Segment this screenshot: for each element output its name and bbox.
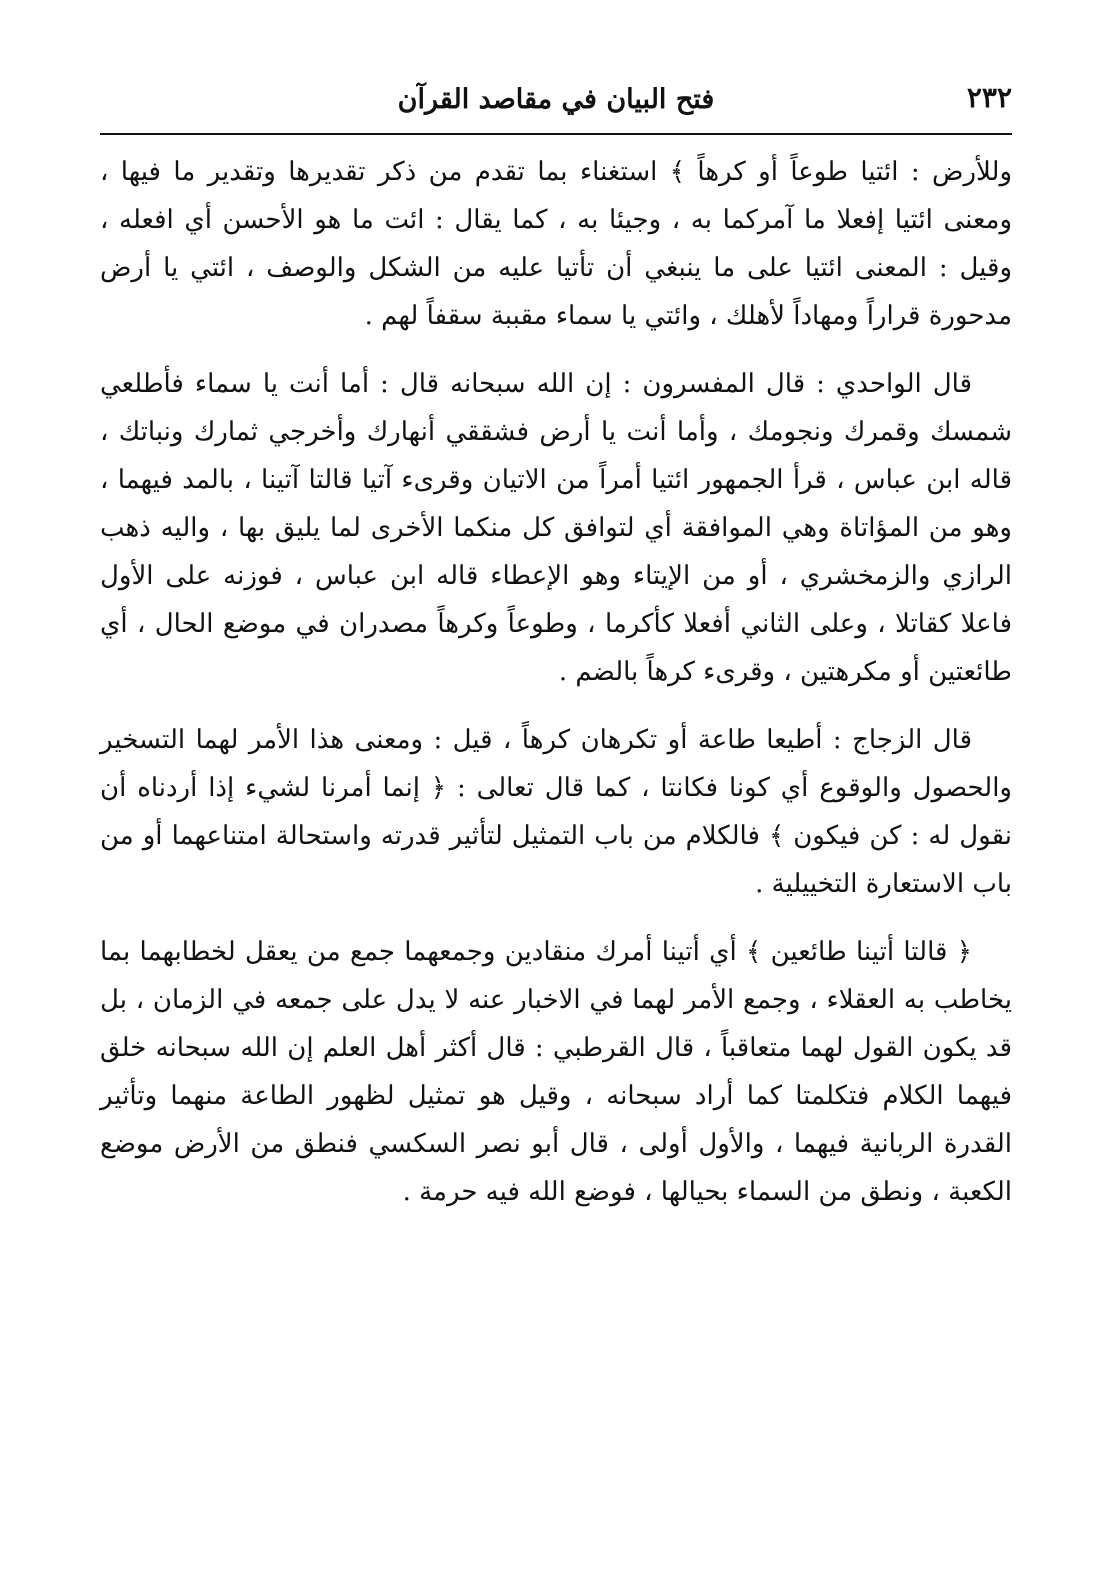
header-rule bbox=[100, 133, 1012, 135]
paragraph-1: وللأرض : ائتيا طوعاً أو كرهاً ﴾ استغناء بما تقدم من ذكر تقديرها وتقدير ما فيها ، ومعنى ائتيا إفعلا ما آمركما به ، وجيئا به ، كما يقال : ائت ما هو الأحسن أي افعله ، وقيل : المعنى ائتيا على ما ينبغي أن تأتيا عليه من الشكل والوصف ، ائتي يا أرض مدحورة قراراً ومهاداً لأهلك ، وائتي يا سماء مقببة سقفاً لهم . bbox=[100, 157, 1012, 331]
paragraph-4: ﴿ قالتا أتينا طائعين ﴾ أي أتينا أمرك منقادين وجمعهما جمع من يعقل لخطابهما بما يخاطب به العقلاء ، وجمع الأمر لهما في الاخبار عنه لا يدل على جمعه في الزمان ، بل قد يكون القول لهما متعاقباً ، قال القرطبي : قال أكثر أهل العلم إن الله سبحانه خلق فيهما الكلام فتكلمتا كما أراد سبحانه ، وقيل هو تمثيل لظهور الطاعة منهما وتأثير القدرة الربانية فيهما ، والأول أولى ، قال أبو نصر السكسي فنطق من الأرض موضع الكعبة ، ونطق من السماء بحيالها ، فوضع الله فيه حرمة . bbox=[100, 937, 1012, 1207]
running-title: فتح البيان في مقاصد القرآن bbox=[397, 84, 715, 115]
paragraph-2: قال الواحدي : قال المفسرون : إن الله سبحانه قال : أما أنت يا سماء فأطلعي شمسك وقمرك ونجومك ، وأما أنت يا أرض فشققي أنهارك وأخرجي ثمارك ونباتك ، قاله ابن عباس ، قرأ الجمهور ائتيا أمراً من الاتيان وقرىء آتيا قالتا آتينا ، بالمد فيهما ، وهو من المؤاتاة وهي الموافقة أي لتوافق كل منكما الأخرى لما يليق بها ، واليه ذهب الرازي والزمخشري ، أو من الإيتاء وهو الإعطاء قاله ابن عباس ، فوزنه على الأول فاعلا كقاتلا ، وعلى الثاني أفعلا كأكرما ، وطوعاً وكرهاً مصدران في موضع الحال ، أي طائعتين أو مكرهتين ، وقرىء كرهاً بالضم . bbox=[100, 369, 1012, 687]
body-text bbox=[100, 148, 1012, 1216]
page-number: ٢٣٢ bbox=[966, 81, 1012, 114]
page-header bbox=[100, 78, 1012, 130]
paragraph-3: قال الزجاج : أطيعا طاعة أو تكرهان كرهاً ، قيل : ومعنى هذا الأمر لهما التسخير والحصول والوقوع أي كونا فكانتا ، كما قال تعالى : ﴿ إنما أمرنا لشيء إذا أردناه أن نقول له : كن فيكون ﴾ فالكلام من باب التمثيل لتأثير قدرته واستحالة امتناعهما أو من باب الاستعارة التخييلية . bbox=[100, 725, 1012, 899]
